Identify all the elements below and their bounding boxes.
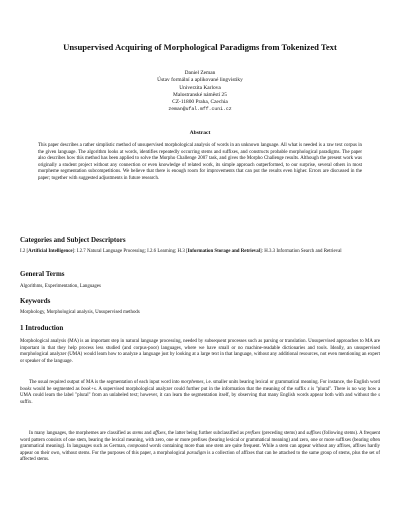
author-address-1: Malostranské náměstí 25 [173, 91, 227, 98]
section-1-heading: 1 Introduction [20, 324, 64, 332]
keywords-text: Morphology, Morphological analysis, Unsupervised methods [20, 310, 140, 315]
abstract-text: This paper describes a rather simplistic method of unsupervised morphological analysis of words in an unknown language. All what is needed is a raw text corpus in the given language. The algorithm looks at words, identifies repeatedly occurring stems and suffixes, and constructs probable morphological paradigms. The paper also describes how this method has been applied to solve the Morpho Challenge 2007 task, and gives the Morpho Challenge results. Although the present work was originally a student project without any connection or even knowledge of related work, its simple approach outperformed, to our surprise, several others in most morpheme segmentation subcompetitions. We believe that there is enough room for improvements that can put the results even higher. Errors are discussed in the paper; together with suggested adjustments in future research. [38, 143, 362, 181]
general-terms-text: Algorithms, Experimentation, Languages [20, 284, 101, 289]
author-affiliation-1: Ústav formální a aplikované lingvistiky [157, 77, 243, 84]
author-address-2: CZ-11800 Praha, Czechia [172, 99, 228, 106]
paper-title: Unsupervised Acquiring of Morphological Paradigms from Tokenized Text [63, 42, 337, 52]
abstract-heading: Abstract [189, 130, 211, 136]
intro-paragraph-1: Morphological analysis (MA) is an important step in natural language processing, needed by subsequent processes such as parsing or translation. Unsupervised approaches to MA are important in that they help process less studied (and corpus-poor) languages, where we have small or no machine-readable dictionaries and tools. Ideally, an unsupervised morphological analyzer (UMA) would learn how to analyze a language just by looking at a large text in that language, without any additional resources, not even mentioning an expert or speaker of the language. [20, 339, 380, 364]
general-terms-heading: General Terms [20, 270, 65, 278]
author-block [60, 70, 340, 114]
intro-paragraph-2: The usual required output of MA is the segmentation of each input word into morphemes, i.e. smaller units bearing lexical or grammatical meaning. For instance, the English word books would be segmented as book+s. A supervised morphological analyzer could further put in the information that the meaning of the suffix s is "plural". There is no way how a UMA could learn the label "plural" from an unlabeled text; however, it can learn the segmentation itself, by observing that many English words appear both with and without the s suffix. [20, 380, 380, 405]
categories-heading: Categories and Subject Descriptors [20, 236, 126, 244]
categories-text: I.2 [Artificial Intelligence]: I.2.7 Natural Language Processing; I.2.6 Learning; H.3 [Information Storage and Retrieval]: H.3.3 Information Search and Retrieval [20, 249, 342, 254]
keywords-heading: Keywords [20, 297, 51, 305]
author-affiliation-2: Univerzita Karlova [179, 84, 221, 91]
intro-paragraph-3: In many languages, the morphemes are classified as stems and affixes, the latter being further subclassified as prefixes (preceding stems) and suffixes (following stems). A frequent word pattern consists of one stem, bearing the lexical meaning, with zero, one or more prefixes (bearing lexical or grammatical meaning) and zero, one or more suffixes (bearing often grammatical meaning). In languages such as German, compound words containing more than one stem are quite frequent. While a stem can appear without any affixes, affixes hardly appear on their own, without stems. For the purposes of this paper, a morphological paradigm is a collection of affixes that can be attached to the same group of stems, plus the set of affected stems. [20, 431, 380, 462]
author-name: Daniel Zeman [184, 70, 216, 76]
author-email: zeman@ufal.mff.cuni.cz [168, 107, 232, 113]
